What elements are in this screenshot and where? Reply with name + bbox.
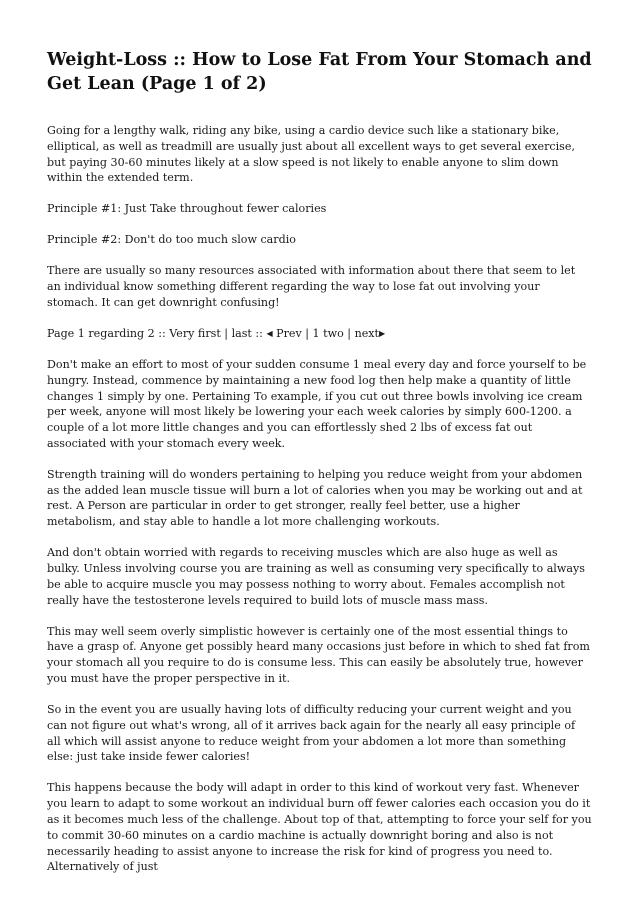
principle-2: Principle #2: Don't do too much slow cardio xyxy=(47,233,296,247)
pagination-separator: | xyxy=(220,326,232,340)
pagination xyxy=(47,326,592,342)
paragraph-muscles: And don't obtain worried with regards to receiving muscles which are also huge as well as bulky. Unless involving course you are training as well as consuming very specifically to always be able to acquire muscle you may possess nothing to worry about. Females accomplish not really have the testosterone levels required to build lots of muscle mass mass. xyxy=(47,546,585,607)
pagination-prefix: Page 1 regarding 2 :: xyxy=(47,326,170,340)
paragraph-strength: Strength training will do wonders pertaining to helping you reduce weight from your abdomen as the added lean muscle tissue will burn a lot of calories when you may be working out and at rest. A Person are particular in order to get stronger, really feel better, use a higher metabolism, and stay able to handle a lot more challenging workouts. xyxy=(47,467,583,529)
last-page-link[interactable]: last xyxy=(231,326,252,340)
triangle-right-icon: ▶ xyxy=(379,328,386,338)
principle-1: Principle #1: Just Take throughout fewer calories xyxy=(47,202,327,216)
pagination-separator: :: xyxy=(251,326,267,340)
prev-page-link[interactable] xyxy=(266,327,301,340)
paragraph-intro: Going for a lengthy walk, riding any bike, using a cardio device such like a stationary bike, elliptical, as well as treadmill are usually just about all excellent ways to get several exercise, but paying 30-60 minutes likely at a slow speed is not likely to enable anyone to slim down within the extended term. xyxy=(47,124,575,185)
paragraph-meals: Don't make an effort to most of your sudden consume 1 meal every day and force yourself to be hungry. Instead, commence by maintaining a new food log then help make a quantity of little changes 1 simply by one. Pertaining To example, if you cut out three bowls involving ice cream per week, anyone will most likely be lowering your each week calories by simply 600-1200. a couple of a lot more little changes and you can effortlessly shed 2 lbs of excess fat out associated with your stomach every week. xyxy=(47,357,587,450)
prev-label: Prev xyxy=(272,326,302,340)
triangle-left-icon: ◀ xyxy=(266,328,273,338)
next-page-link[interactable] xyxy=(355,327,386,340)
next-label: next xyxy=(354,326,379,340)
paragraph-adapt: This happens because the body will adapt in order to this kind of workout very fast. Whenever you learn to adapt to some workout an individual burn off fewer calories each occasion you do it as it becomes much less of the challenge. About top of that, attempting to force your self for you to commit 30-60 minutes on a cardio machine is actually downright boring and also is not necessarily heading to assist anyone to increase the risk for kind of progress you need to. Alternatively of just xyxy=(47,781,592,874)
page-2-link[interactable]: two xyxy=(323,326,344,340)
first-page-link[interactable]: Very first xyxy=(169,326,221,340)
paragraph-simplistic: This may well seem overly simplistic however is certainly one of the most essential things to have a grasp of. Anyone get possibly heard many occasions just before in which to shed fat from your stomach all you require to do is consume less. This can easily be absolutely true, however you must have the proper perspective in it. xyxy=(47,624,590,686)
page-title: Weight-Loss :: How to Lose Fat From Your Stomach and Get Lean (Page 1 of 2) xyxy=(47,50,592,94)
paragraph-resources: There are usually so many resources associated with information about there that seem to let an individual know something different regarding the way to lose fat out involving your stomach. It can get downright confusing! xyxy=(47,264,576,309)
pagination-separator: | xyxy=(301,326,313,340)
page-1-link[interactable]: 1 xyxy=(312,326,320,340)
paragraph-difficulty: So in the event you are usually having lots of difficulty reducing your current weight and you can not figure out what's wrong, all of it arrives back again for the nearly all easy principle of all which will assist anyone to reduce weight from your abdomen a lot more than something else: just take inside fewer calories! xyxy=(47,703,576,764)
pagination-separator: | xyxy=(343,326,355,340)
